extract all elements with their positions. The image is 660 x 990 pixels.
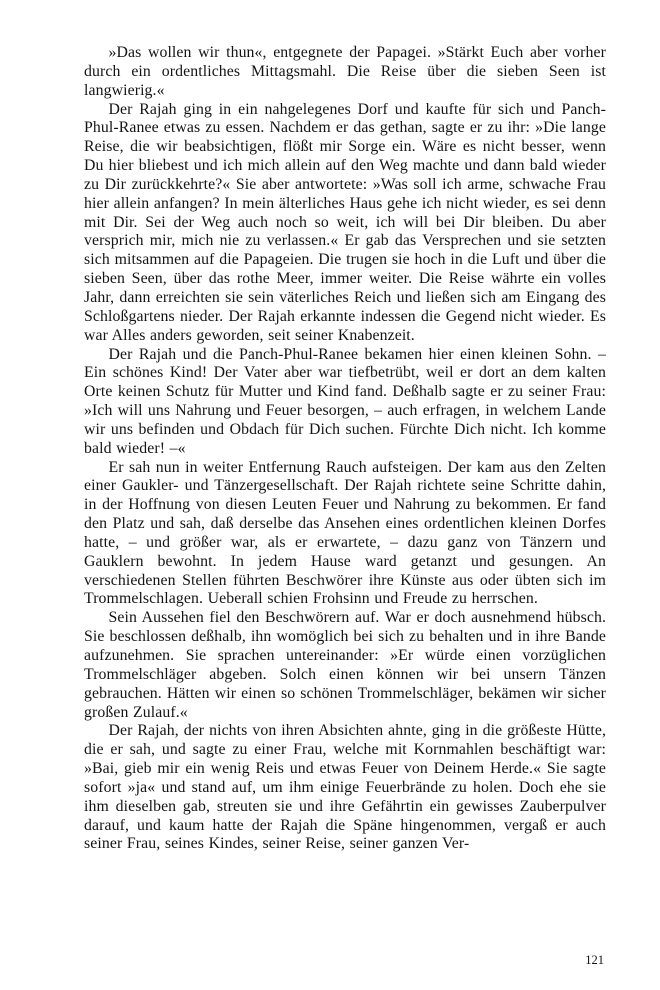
paragraph: Der Rajah, der nichts von ihren Absichten ahnte, ging in die größeste Hütte, die er sah, und sagte zu einer Frau, welche mit Kornmahlen beschäftigt war: »Bai, gieb mir ein wenig Reis und etwas Feuer von Deinem Herde.« Sie sagte sofort »ja« und stand auf, um ihm einige Feuerbrände zu holen. Doch ehe sie ihm dieselben gab, streuten sie und ihre Gefährtin ein gewisses Zauberpulver darauf, und kaum hatte der Rajah die Späne hingenommen, vergaß er auch seiner Frau, seines Kindes, seiner Reise, seiner ganzen Ver- — [84, 722, 606, 853]
paragraph: Der Rajah und die Panch-Phul-Ranee bekamen hier einen kleinen Sohn. – Ein schönes Kind! Der Vater aber war tiefbetrübt, weil er dort an dem kalten Orte keinen Schutz für Mutter und Kind fand. Deßhalb sagte er zu seiner Frau: »Ich will uns Nahrung und Feuer besorgen, – auch erfragen, in welchem Lande wir uns befinden und Obdach für Dich suchen. Fürchte Dich nicht. Ich komme bald wieder! –« — [84, 345, 606, 457]
paragraph: Er sah nun in weiter Entfernung Rauch aufsteigen. Der kam aus den Zelten einer Gaukler- und Tänzergesellschaft. Der Rajah richtete seine Schritte dahin, in der Hoffnung von diesen Leuten Feuer und Nahrung zu bekommen. Er fand den Platz und sah, daß derselbe das Ansehen eines ordentlichen kleinen Dorfes hatte, – und größer war, als er erwartete, – dazu ganz von Tänzern und Gauklern bewohnt. In jedem Hause ward getanzt und gesungen. An verschiedenen Stellen führten Beschwörer ihre Künste aus oder übten sich im Trommelschlagen. Ueberall schien Frohsinn und Freude zu herrschen. — [84, 458, 606, 608]
paragraph: »Das wollen wir thun«, entgegnete der Papagei. »Stärkt Euch aber vorher durch ein ordentliches Mittagsmahl. Die Reise über die sieben Seen ist langwierig.« — [84, 44, 606, 99]
page-number: 121 — [585, 953, 604, 967]
paragraph: Der Rajah ging in ein nahgelegenes Dorf und kaufte für sich und Panch-Phul-Ranee etwas zu essen. Nachdem er das gethan, sagte er zu ihr: »Die lange Reise, die wir beabsichtigen, flößt mir Sorge ein. Wäre es nicht besser, wenn Du hier bliebest und ich mich allein auf den Weg machte und dann bald wieder zu Dir zurückkehrte?« Sie aber antwortete: »Was soll ich arme, schwache Frau hier allein anfangen? In mein älterliches Haus gehe ich nicht wieder, es sei denn mit Dir. Sei der Weg auch noch so weit, ich will bei Dir bleiben. Du aber versprich mir, mich nie zu verlassen.« Er gab das Versprechen und sie setzten sich mitsammen auf die Papageien. Die trugen sie hoch in die Luft und über die sieben Seen, über das rothe Meer, immer weiter. Die Reise währte ein volles Jahr, dann erreichten sie sein väterliches Reich und ließen sich am Eingang des Schloßgartens nieder. Der Rajah erkannte indessen die Gegend nicht wieder. Es war Alles anders geworden, seit seiner Knabenzeit. — [84, 100, 606, 344]
body-text — [84, 44, 606, 854]
paragraph: Sein Aussehen fiel den Beschwörern auf. War er doch ausnehmend hübsch. Sie beschlossen deßhalb, ihn womöglich bei sich zu behalten und in ihre Bande aufzunehmen. Sie sprachen untereinander: »Er würde einen vorzüglichen Trommelschläger abgeben. Solch einen können wir bei unsern Tänzen gebrauchen. Hätten wir einen so schönen Trommelschläger, bekämen wir sicher großen Zulauf.« — [84, 609, 606, 721]
